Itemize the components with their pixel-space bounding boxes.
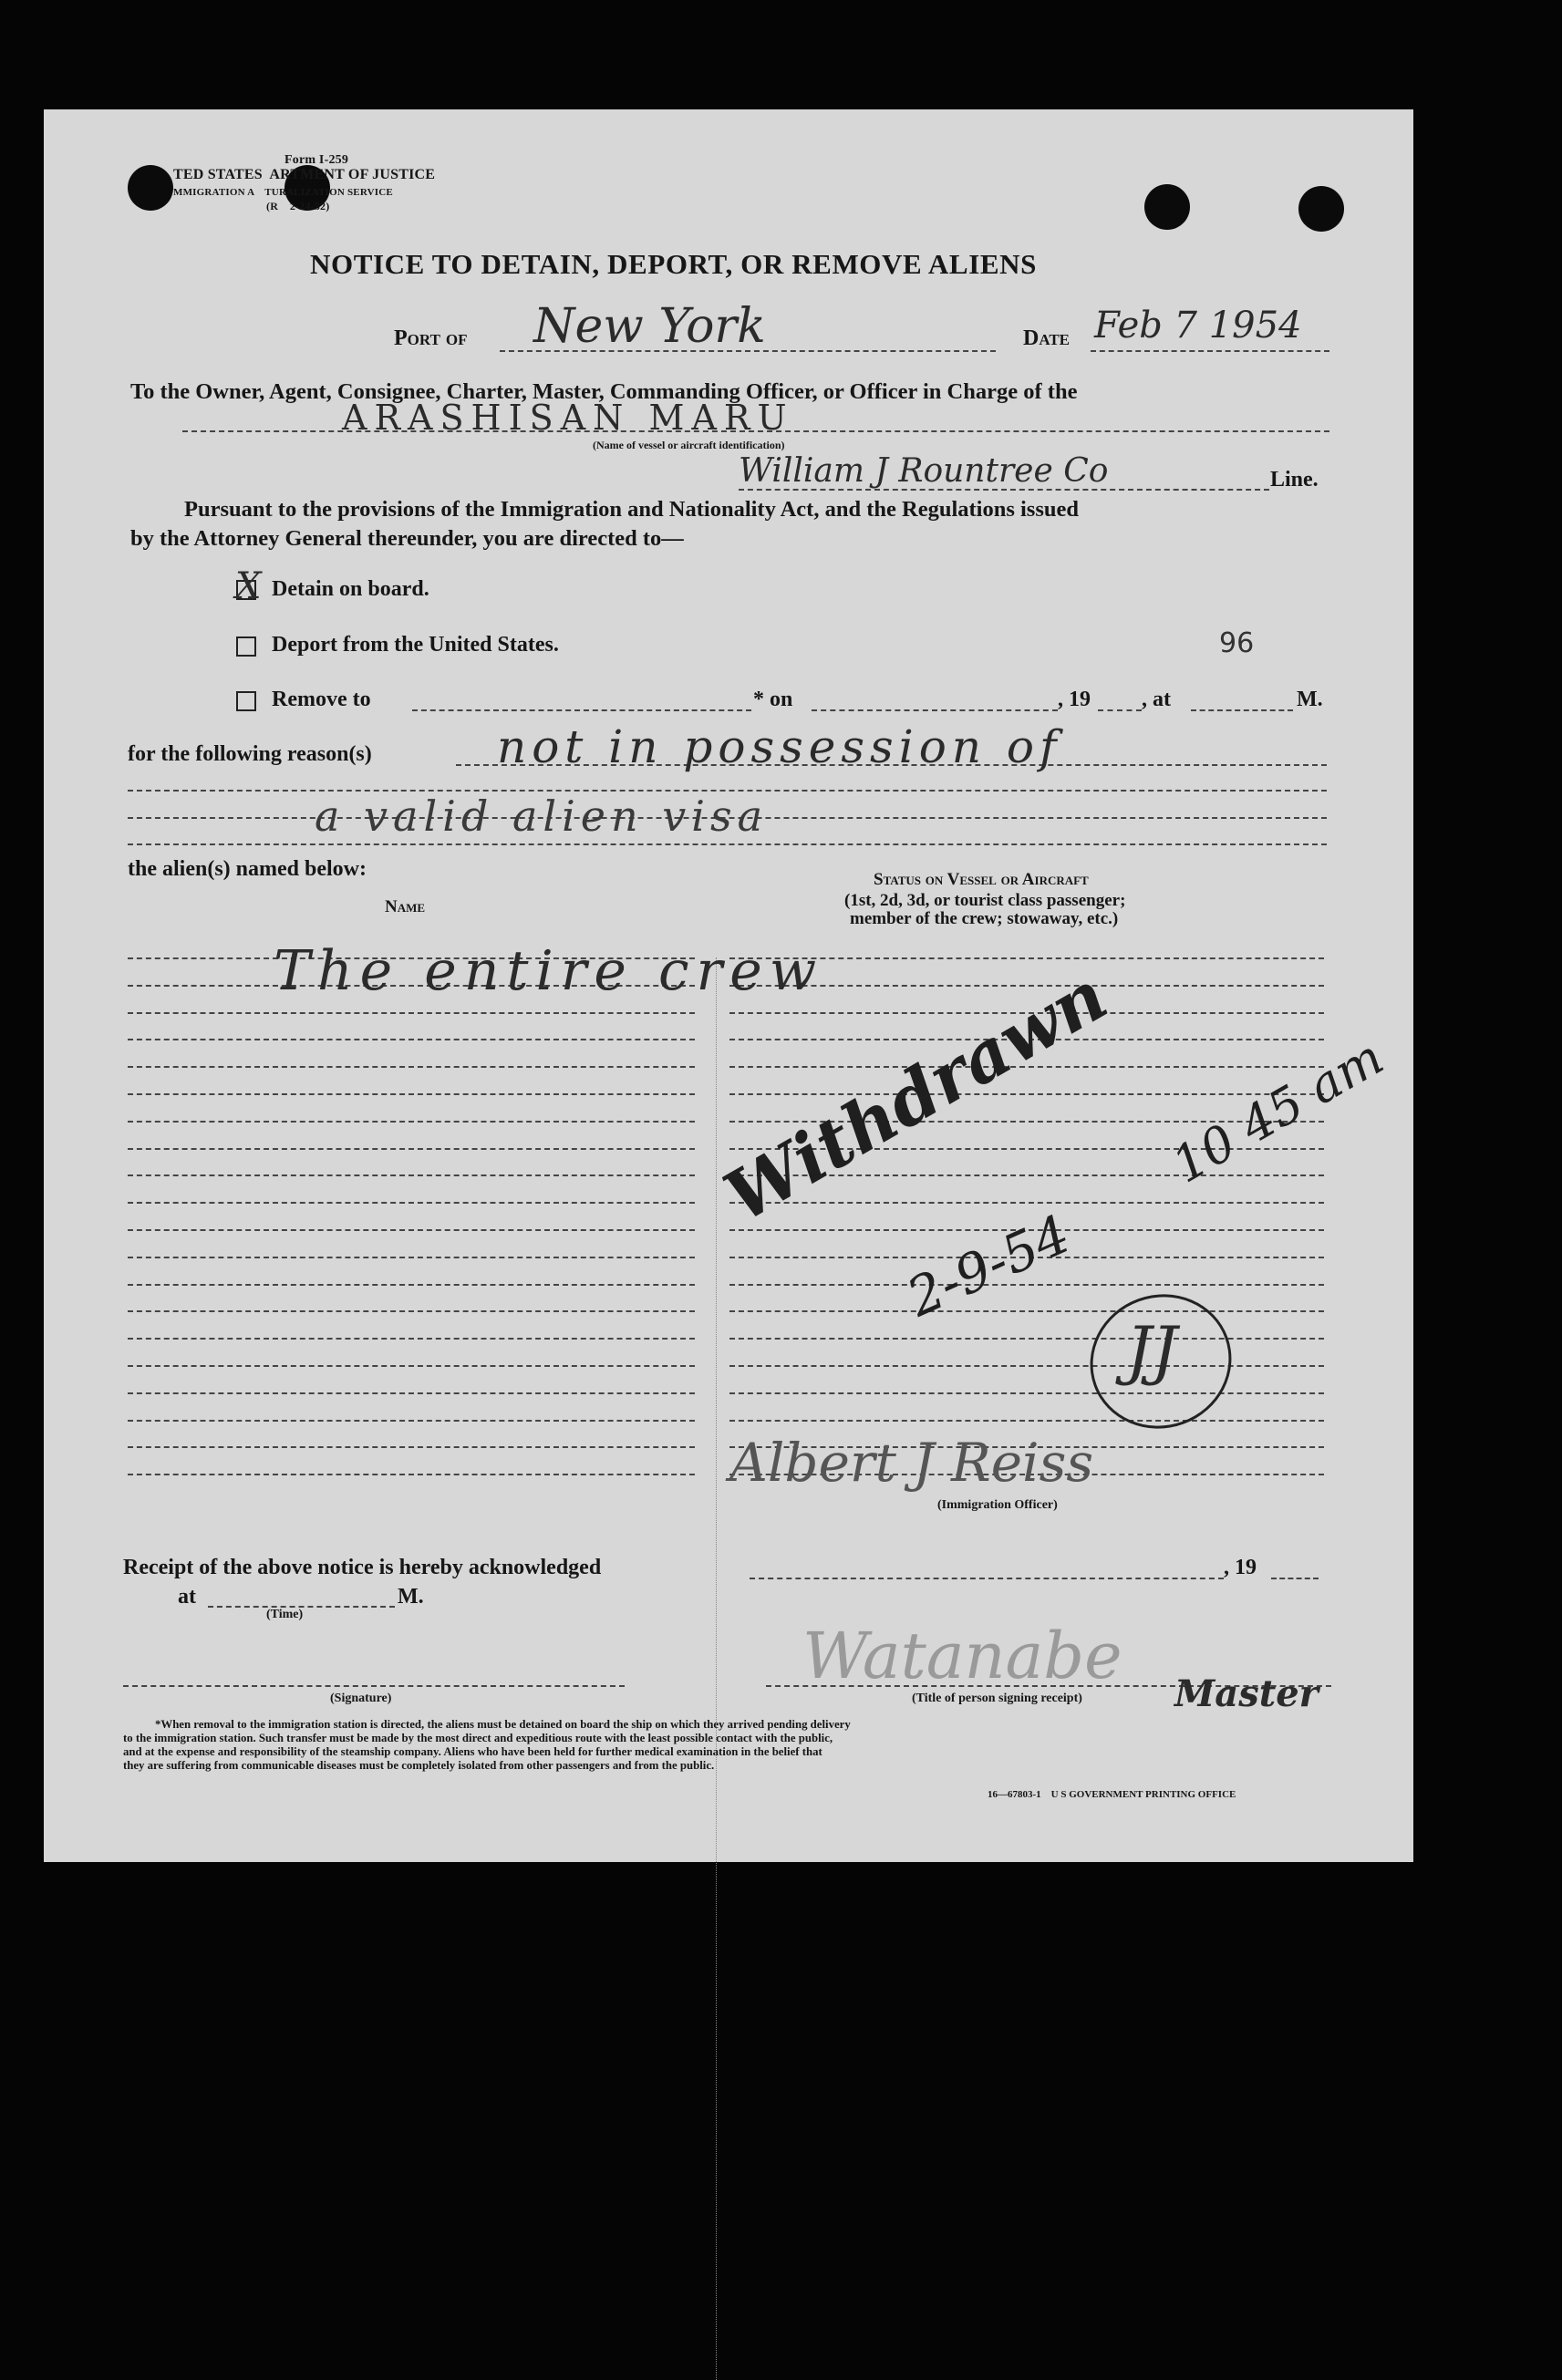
receipt-year-line xyxy=(1271,1578,1319,1579)
form-number: Form I-259 xyxy=(284,153,349,167)
initials: JJ xyxy=(1126,1313,1178,1388)
pursuant-text: Pursuant to the provisions of the Immigration and Nationality Act, and the Regulations issued xyxy=(184,497,1080,522)
name-header: Name xyxy=(385,897,426,916)
signature-line xyxy=(123,1685,625,1687)
page-title: NOTICE TO DETAIN, DEPORT, OR REMOVE ALIENS xyxy=(310,248,1037,280)
date-value: Feb 7 1954 xyxy=(1094,305,1302,347)
title-caption: (Title of person signing receipt) xyxy=(912,1692,1082,1705)
reason-value-1: not in possession of xyxy=(497,720,1062,773)
stamp-number: 96 xyxy=(1219,627,1255,659)
reason-value-2: a valid alien visa xyxy=(315,792,769,841)
receipt-signer: Watanabe xyxy=(802,1619,1122,1693)
line-label: Line. xyxy=(1270,468,1319,492)
withdrawn-note: Withdrawn xyxy=(711,954,1121,1238)
alien-status-line xyxy=(729,1310,1324,1312)
alien-name-line xyxy=(128,1284,695,1286)
alien-status-line xyxy=(729,1365,1324,1367)
date-line xyxy=(1091,350,1329,352)
alien-status-line xyxy=(729,1202,1324,1204)
receipt-date-line xyxy=(750,1578,1224,1579)
status-sub-2: member of the crew; stowaway, etc.) xyxy=(850,909,1119,928)
reason-label: for the following reason(s) xyxy=(128,742,372,766)
deport-checkbox[interactable] xyxy=(236,636,256,657)
alien-name-line xyxy=(128,1392,695,1394)
alien-status-line xyxy=(729,1284,1324,1286)
footnote-3: and at the expense and responsibility of the steamship company. Aliens who have been held for further medical examination in the belief that xyxy=(123,1745,822,1758)
remove-at-line xyxy=(1191,709,1293,711)
pursuant-text-2: by the Attorney General thereunder, you are directed to— xyxy=(130,526,684,551)
status-sub-1: (1st, 2d, 3d, or tourist class passenger; xyxy=(844,891,1126,910)
officer-signature: Albert J Reiss xyxy=(729,1432,1094,1494)
withdrawn-date: 2-9-54 xyxy=(898,1203,1080,1330)
remove-year-label: , 19 xyxy=(1058,688,1091,711)
date-label: Date xyxy=(1023,326,1071,350)
detain-check-mark: X xyxy=(235,565,262,607)
alien-name-line xyxy=(128,1174,695,1176)
remove-label: Remove to xyxy=(272,688,371,711)
remove-checkbox[interactable] xyxy=(236,691,256,711)
remove-on-line xyxy=(812,709,1058,711)
addressee-text: To the Owner, Agent, Consignee, Charter, Master, Commanding Officer, or Officer in Charge of the xyxy=(130,379,1078,404)
alien-name-line xyxy=(128,1121,695,1123)
remove-m-label: M. xyxy=(1297,688,1323,711)
signature-caption: (Signature) xyxy=(330,1692,392,1705)
alien-name-line xyxy=(128,1012,695,1014)
alien-name-line xyxy=(128,1148,695,1150)
alien-name-line xyxy=(128,1338,695,1340)
alien-name-line xyxy=(128,1093,695,1095)
receipt-m-label: M. xyxy=(398,1585,424,1609)
detain-label: Detain on board. xyxy=(272,577,429,601)
vessel-caption: (Name of vessel or aircraft identification) xyxy=(593,439,785,451)
alien-status-line xyxy=(729,1420,1324,1422)
punch-hole-3 xyxy=(1144,184,1190,230)
title-value: Master xyxy=(1174,1672,1319,1715)
alien-entry: The entire crew xyxy=(274,939,824,1003)
revision: (R 2-24-52) xyxy=(266,200,330,212)
remove-year-line xyxy=(1098,709,1142,711)
line-company-value: William J Rountree Co xyxy=(739,452,1109,490)
alien-name-line xyxy=(128,1066,695,1068)
alien-name-line xyxy=(128,1365,695,1367)
footnote-1: *When removal to the immigration station is directed, the aliens must be detained on board the ship on which they arrived pending delivery xyxy=(155,1718,851,1731)
alien-status-line xyxy=(729,1093,1324,1095)
alien-name-line xyxy=(128,1474,695,1475)
receipt-text: Receipt of the above notice is hereby acknowledged xyxy=(123,1556,602,1579)
alien-status-line xyxy=(729,1338,1324,1340)
alien-name-line xyxy=(128,1257,695,1258)
alien-name-line xyxy=(128,1310,695,1312)
alien-name-line xyxy=(128,1420,695,1422)
punch-hole-1 xyxy=(128,165,173,211)
footnote-4: they are suffering from communicable diseases must be completely isolated from other passengers and from the public. xyxy=(123,1759,715,1772)
alien-name-line xyxy=(128,1446,695,1448)
remove-on-label: * on xyxy=(753,688,793,711)
punch-hole-4 xyxy=(1298,186,1344,232)
receipt-year-label: , 19 xyxy=(1224,1556,1257,1579)
port-label: Port of xyxy=(394,326,468,350)
footnote-2: to the immigration station. Such transfer must be made by the most direct and expeditious route with the least possible contact with the public, xyxy=(123,1732,833,1744)
withdrawn-time: 10 45 am xyxy=(1163,1028,1393,1195)
receipt-at-label: at xyxy=(178,1585,196,1609)
alien-name-line xyxy=(128,1229,695,1231)
deport-label: Deport from the United States. xyxy=(272,633,559,657)
time-caption: (Time) xyxy=(266,1608,304,1621)
alien-status-line xyxy=(729,1392,1324,1394)
port-value: New York xyxy=(533,299,766,354)
service-name: MMIGRATION A TURALIZATION SERVICE xyxy=(173,187,393,198)
remove-at-label: , at xyxy=(1142,688,1171,711)
print-code: 16—67803-1 U S GOVERNMENT PRINTING OFFICE xyxy=(988,1789,1236,1800)
alien-name-line xyxy=(128,1202,695,1204)
officer-caption: (Immigration Officer) xyxy=(937,1498,1058,1512)
alien-name-line xyxy=(128,1039,695,1040)
vessel-value: ARASHISAN MARU xyxy=(342,398,794,438)
aliens-label: the alien(s) named below: xyxy=(128,857,367,881)
status-header: Status on Vessel or Aircraft xyxy=(874,870,1089,889)
remove-to-line xyxy=(412,709,751,711)
department-name: TED STATES ARTMENT OF JUSTICE xyxy=(173,167,436,182)
reason-line-4 xyxy=(128,843,1327,845)
